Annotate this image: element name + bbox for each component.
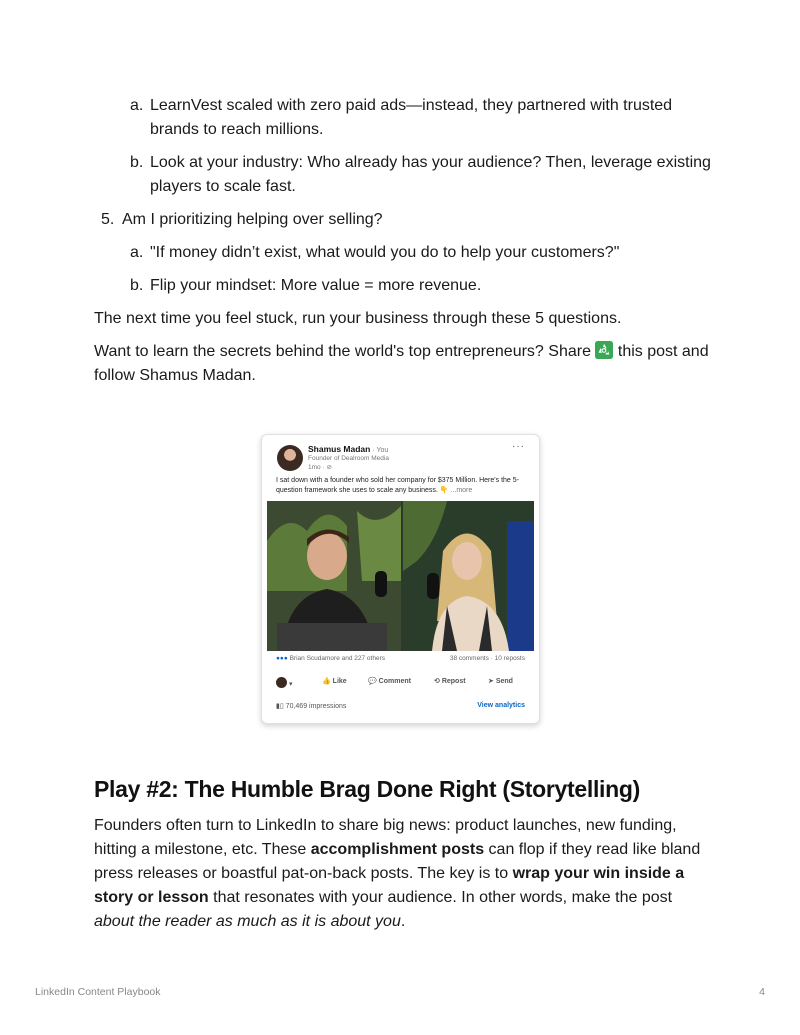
italic-text: about the reader as much as it is about you bbox=[94, 913, 401, 930]
footer-title: LinkedIn Content Playbook bbox=[35, 986, 161, 998]
text-run: . bbox=[400, 913, 406, 930]
reaction-text: Brian Scudamore and 227 others bbox=[289, 655, 385, 662]
post-text bbox=[276, 476, 526, 496]
list-item-text: "If money didn’t exist, what would you do to help your customers?" bbox=[150, 244, 620, 261]
impressions bbox=[276, 702, 346, 710]
author-name: Shamus Madan bbox=[308, 444, 371, 454]
bold-text: accomplishment posts bbox=[310, 841, 485, 858]
list-item bbox=[94, 94, 714, 142]
post-photo bbox=[267, 501, 534, 651]
view-analytics-link: View analytics bbox=[477, 702, 525, 709]
avatar-selector: ▾ bbox=[276, 677, 292, 688]
text-run: can flop if they read like bland press releases or boastful pat-on-back posts. The key is to bbox=[94, 841, 701, 882]
post-body: I sat down with a founder who sold her company for $375 Million. Here's the 5-question framework she uses to scale any business. 👇 bbox=[276, 477, 519, 494]
comment-label: Comment bbox=[378, 678, 411, 685]
bar-chart-icon: ▮▯ bbox=[276, 703, 284, 710]
list-item-text: Look at your industry: Who already has your audience? Then, leverage existing players to scale fast. bbox=[150, 154, 711, 195]
post-actions bbox=[276, 674, 526, 692]
list-marker: a. bbox=[130, 244, 144, 261]
bold-text: wrap your win inside a story or lesson bbox=[94, 865, 685, 906]
list-item bbox=[94, 151, 714, 199]
comment-icon: 💬 bbox=[368, 678, 377, 685]
list-item bbox=[94, 208, 714, 232]
more-options-icon: ··· bbox=[512, 441, 525, 452]
paragraph bbox=[94, 340, 714, 388]
see-more-link: ...more bbox=[450, 487, 473, 494]
post-time bbox=[308, 463, 332, 471]
list-item-text: LearnVest scaled with zero paid ads—instead, they partnered with trusted brands to reach millions. bbox=[150, 97, 673, 138]
list-item-text: Flip your mindset: More value = more revenue. bbox=[150, 277, 482, 294]
send-icon: ➤ bbox=[488, 678, 494, 685]
reaction-summary bbox=[276, 655, 385, 662]
post-author bbox=[308, 444, 388, 454]
list-item bbox=[94, 274, 714, 298]
recycle-icon bbox=[595, 341, 613, 359]
like-label: Like bbox=[332, 678, 347, 685]
text-run: that resonates with your audience. In other words, make the post bbox=[208, 889, 673, 906]
like-button bbox=[322, 677, 347, 685]
send-button bbox=[488, 677, 513, 685]
thumbs-up-icon: 👍 bbox=[322, 678, 331, 685]
linkedin-post-screenshot bbox=[261, 434, 540, 724]
repost-label: Repost bbox=[441, 678, 466, 685]
globe-icon: ⊘ bbox=[326, 464, 332, 471]
section-paragraph bbox=[94, 814, 714, 934]
section-heading: Play #2: The Humble Brag Done Right (Storytelling) bbox=[94, 776, 641, 802]
list-marker: a. bbox=[130, 97, 144, 114]
list-item-text: Am I prioritizing helping over selling? bbox=[122, 211, 383, 228]
text-run: Founders often turn to LinkedIn to share big news: product launches, new funding, hitting a milestone, etc. These bbox=[94, 817, 677, 858]
list-item bbox=[94, 241, 714, 265]
document-body bbox=[94, 94, 714, 397]
comment-button bbox=[368, 677, 411, 685]
repost-button bbox=[434, 677, 466, 685]
page-number: 4 bbox=[759, 986, 765, 998]
paragraph: The next time you feel stuck, run your business through these 5 questions. bbox=[94, 310, 622, 327]
list-marker: b. bbox=[130, 154, 144, 171]
avatar bbox=[277, 445, 303, 471]
impressions-text: 70,469 impressions bbox=[285, 703, 347, 710]
author-you: · You bbox=[370, 447, 389, 454]
paragraph-text: Want to learn the secrets behind the world's top entrepreneurs? Share bbox=[94, 343, 596, 360]
list-marker: 5. bbox=[101, 211, 115, 228]
repost-icon: ⟲ bbox=[434, 678, 440, 685]
reaction-icons: ●●● bbox=[276, 655, 288, 662]
comments-reposts: 38 comments · 10 reposts bbox=[449, 655, 525, 662]
list-marker: b. bbox=[130, 277, 144, 294]
paragraph-text: this post and follow Shamus Madan. bbox=[94, 343, 709, 384]
send-label: Send bbox=[495, 678, 513, 685]
post-time-text: 1mo · bbox=[308, 464, 325, 471]
author-subtitle: Founder of Dealroom Media bbox=[308, 455, 389, 462]
